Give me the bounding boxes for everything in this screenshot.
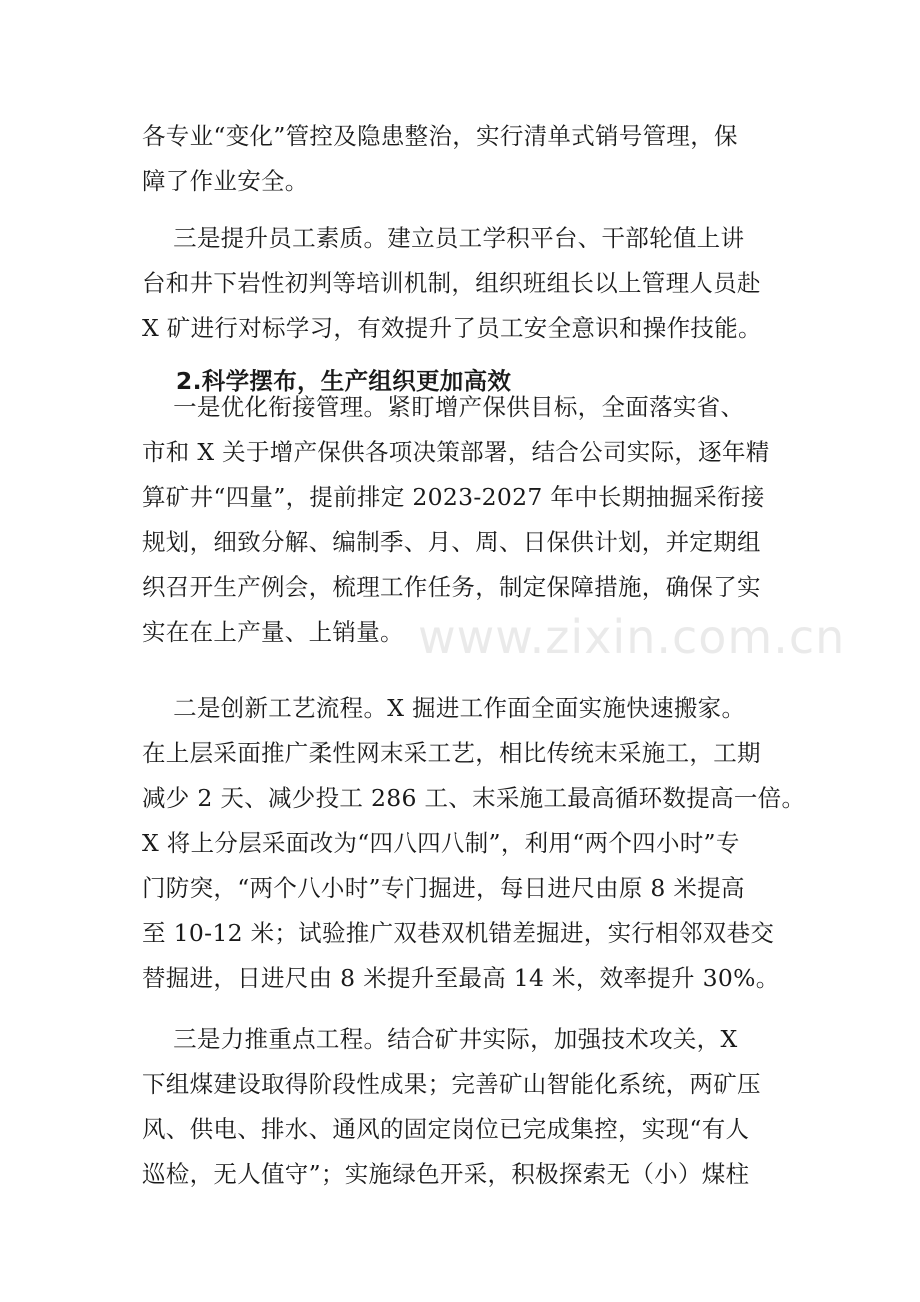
text-line: 织召开生产例会，梳理工作任务，制定保障措施，确保了实	[142, 573, 761, 601]
text-line: 二是创新工艺流程。X 掘进工作面全面实施快速搬家。	[142, 694, 746, 722]
paragraph-process-innovation	[142, 686, 806, 1001]
text-line: 规划，细致分解、编制季、月、周、日保供计划，并定期组	[142, 528, 761, 556]
text-line: 替掘进，日进尺由 8 米提升至最高 14 米，效率提升 30%。	[142, 964, 780, 992]
text-line: 三是力推重点工程。结合矿井实际，加强技术攻关，X	[142, 1025, 738, 1053]
text-line: 一是优化衔接管理。紧盯增产保供目标，全面落实省、	[142, 393, 745, 421]
text-line: X 矿进行对标学习，有效提升了员工安全意识和操作技能。	[142, 314, 762, 342]
text-line: 至 10-12 米；试验推广双巷双机错差掘进，实行相邻双巷交	[142, 919, 775, 947]
paragraph-safety-continuation	[142, 114, 782, 204]
text-line: 市和 X 关于增产保供各项决策部署，结合公司实际，逐年精	[142, 438, 770, 466]
text-line: 减少 2 天、减少投工 286 工、末采施工最高循环数提高一倍。	[142, 784, 806, 812]
text-line: X 将上分层采面改为“四八四八制”，利用“两个四小时”专	[142, 829, 740, 857]
paragraph-connection-management	[142, 385, 782, 655]
text-line: 门防突，“两个八小时”专门掘进，每日进尺由原 8 米提高	[142, 874, 745, 902]
paragraph-key-projects	[142, 1017, 782, 1197]
text-line: 下组煤建设取得阶段性成果；完善矿山智能化系统，两矿压	[142, 1070, 761, 1098]
text-line: 各专业“变化”管控及隐患整治，实行清单式销号管理，保	[142, 122, 738, 150]
text-line: 台和井下岩性初判等培训机制，组织班组长以上管理人员赴	[142, 269, 761, 297]
text-line: 风、供电、排水、通风的固定岗位已完成集控，实现“有人	[142, 1115, 750, 1143]
text-line: 三是提升员工素质。建立员工学积平台、干部轮值上讲	[142, 224, 745, 252]
text-line: 在上层采面推广柔性网末采工艺，相比传统末采施工，工期	[142, 739, 761, 767]
heading-text: 2.科学摆布，生产组织更加高效	[142, 367, 512, 395]
text-line: 障了作业安全。	[142, 167, 309, 195]
text-line: 算矿井“四量”，提前排定 2023-2027 年中长期抽掘采衔接	[142, 483, 765, 511]
text-line: 巡检，无人值守”；实施绿色开采，积极探索无（小）煤柱	[142, 1160, 750, 1188]
watermark: www.zixin.com.cn	[418, 610, 846, 664]
text-line: 实在在上产量、上销量。	[142, 618, 404, 646]
paragraph-staff-quality	[142, 216, 782, 351]
